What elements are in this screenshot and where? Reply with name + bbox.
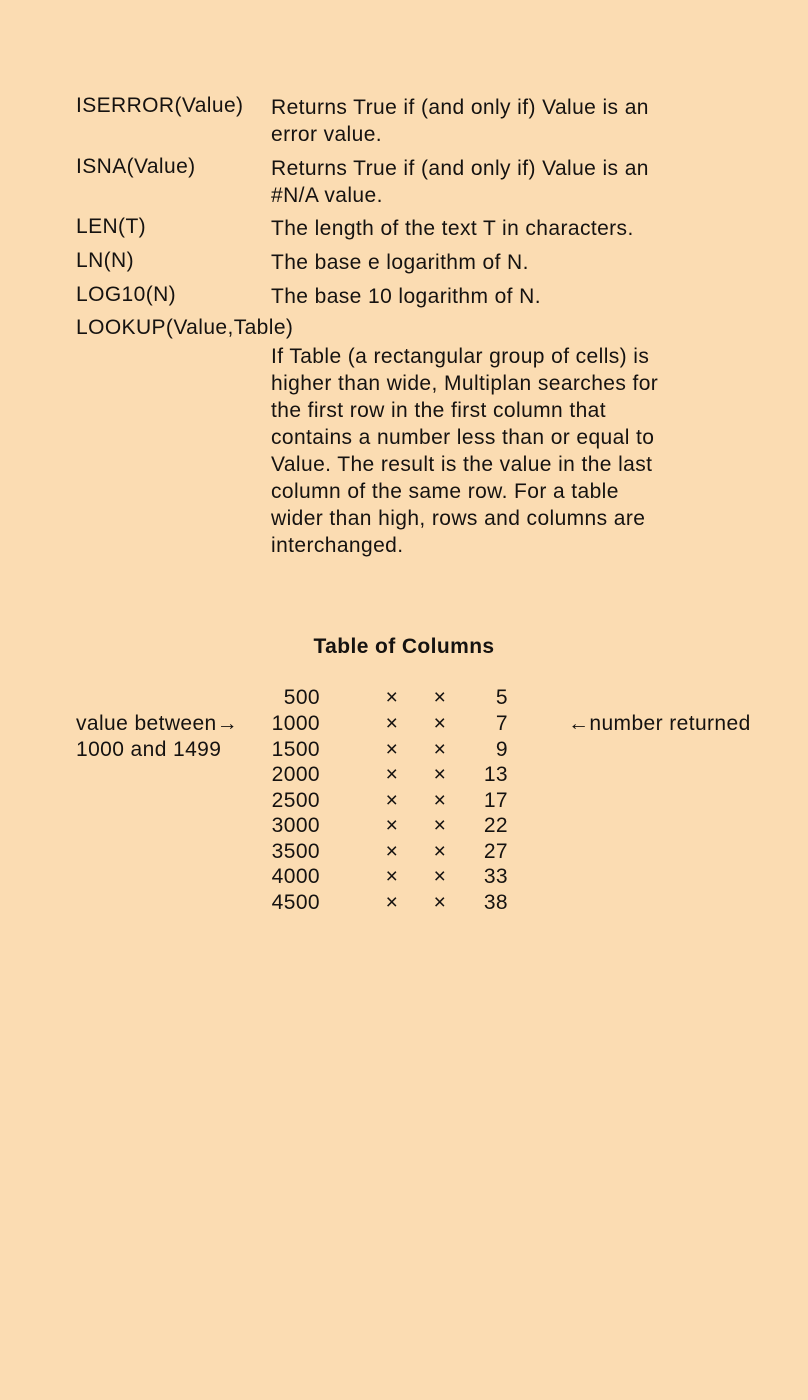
row-value: 13 bbox=[483, 763, 508, 786]
description-line: contains a number less than or equal to bbox=[271, 426, 655, 449]
row-value: 38 bbox=[483, 891, 508, 914]
placeholder-cell: × bbox=[433, 840, 447, 863]
table-title: Table of Columns bbox=[313, 635, 495, 658]
row-value: 27 bbox=[483, 840, 508, 863]
placeholder-cell: × bbox=[385, 712, 399, 735]
function-description bbox=[271, 94, 741, 148]
table-row bbox=[0, 763, 808, 789]
row-value: 33 bbox=[483, 865, 508, 888]
table-row bbox=[0, 814, 808, 840]
description-line: The base 10 logarithm of N. bbox=[271, 285, 541, 308]
function-name: LOG10(N) bbox=[76, 283, 177, 306]
function-name: ISERROR(Value) bbox=[76, 94, 244, 117]
description-line: interchanged. bbox=[271, 534, 404, 557]
table-row bbox=[0, 840, 808, 866]
row-key: 2500 bbox=[271, 789, 320, 812]
table-row bbox=[0, 712, 808, 738]
placeholder-cell: × bbox=[433, 712, 447, 735]
placeholder-cell: × bbox=[385, 814, 399, 837]
function-description bbox=[271, 155, 741, 209]
row-key: 4500 bbox=[271, 891, 320, 914]
row-value: 22 bbox=[483, 814, 508, 837]
function-description bbox=[271, 249, 741, 276]
description-line: wider than high, rows and columns are bbox=[271, 507, 646, 530]
placeholder-cell: × bbox=[385, 840, 399, 863]
value-between-annotation: value between→ bbox=[76, 712, 239, 735]
row-key: 1500 bbox=[271, 738, 320, 761]
function-description bbox=[271, 283, 741, 310]
description-line: column of the same row. For a table bbox=[271, 480, 619, 503]
description-line: Value. The result is the value in the last bbox=[271, 453, 653, 476]
table-row bbox=[0, 686, 808, 712]
placeholder-cell: × bbox=[385, 763, 399, 786]
row-value: 9 bbox=[495, 738, 508, 761]
placeholder-cell: × bbox=[385, 738, 399, 761]
row-key: 3500 bbox=[271, 840, 320, 863]
description-line: error value. bbox=[271, 123, 383, 146]
description-line: #N/A value. bbox=[271, 184, 383, 207]
placeholder-cell: × bbox=[433, 738, 447, 761]
value-range-annotation: 1000 and 1499 bbox=[76, 738, 222, 761]
placeholder-cell: × bbox=[433, 763, 447, 786]
row-key: 1000 bbox=[271, 712, 320, 735]
table-row bbox=[0, 738, 808, 764]
row-value: 5 bbox=[495, 686, 508, 709]
placeholder-cell: × bbox=[385, 789, 399, 812]
placeholder-cell: × bbox=[385, 891, 399, 914]
description-line: Returns True if (and only if) Value is an bbox=[271, 157, 649, 180]
placeholder-cell: × bbox=[433, 865, 447, 888]
function-name: LEN(T) bbox=[76, 215, 147, 238]
description-line: higher than wide, Multiplan searches for bbox=[271, 372, 659, 395]
function-name: ISNA(Value) bbox=[76, 155, 196, 178]
description-line: Returns True if (and only if) Value is an bbox=[271, 96, 649, 119]
lookup-description bbox=[271, 343, 658, 559]
function-name: LOOKUP(Value,Table) bbox=[76, 316, 294, 339]
description-line: If Table (a rectangular group of cells) is bbox=[271, 345, 650, 368]
row-value: 17 bbox=[483, 789, 508, 812]
number-returned-annotation: ←number returned bbox=[568, 712, 751, 735]
table-row bbox=[0, 789, 808, 815]
function-name: LN(N) bbox=[76, 249, 134, 272]
row-value: 7 bbox=[495, 712, 508, 735]
table-row bbox=[0, 891, 808, 917]
function-description bbox=[271, 215, 741, 242]
placeholder-cell: × bbox=[433, 789, 447, 812]
description-line: The base e logarithm of N. bbox=[271, 251, 529, 274]
placeholder-cell: × bbox=[433, 891, 447, 914]
description-line: The length of the text T in characters. bbox=[271, 217, 634, 240]
placeholder-cell: × bbox=[433, 686, 447, 709]
placeholder-cell: × bbox=[385, 686, 399, 709]
row-key: 3000 bbox=[271, 814, 320, 837]
row-key: 500 bbox=[283, 686, 320, 709]
placeholder-cell: × bbox=[433, 814, 447, 837]
row-key: 4000 bbox=[271, 865, 320, 888]
description-line: the first row in the first column that bbox=[271, 399, 606, 422]
table-row bbox=[0, 865, 808, 891]
row-key: 2000 bbox=[271, 763, 320, 786]
placeholder-cell: × bbox=[385, 865, 399, 888]
